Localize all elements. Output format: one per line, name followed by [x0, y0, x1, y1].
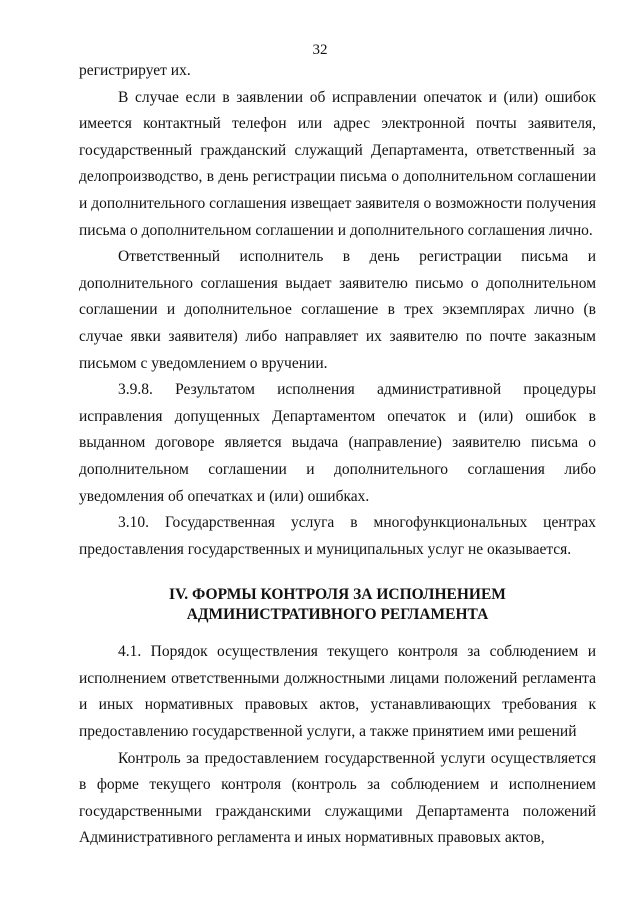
- paragraph-responsible-executor: Ответственный исполнитель в день регистрации письма и дополнительного соглашения выдает заявителю письмо о дополнительном соглашении и дополнительное соглашение в трех экземплярах лично (в случае явки заявителя) либо направляет их заявителю по почте заказным письмом с уведомлением о вручении.: [79, 248, 596, 372]
- paragraph-control-form: Контроль за предоставлением государственной услуги осуществляется в форме текущего контроля (контроль за соблюдением и исполнением государственными гражданскими служащими Департамента положений Административного регламента и иных нормативных правовых актов,: [79, 749, 596, 847]
- paragraph-typo-correction-contact: В случае если в заявлении об исправлении опечаток и (или) ошибок имеется контактный телефон или адрес электронной почты заявителя, государственный гражданский служащий Департамента, ответственный за делопроизводство, в день регистрации письма о дополнительном соглашении и дополнительного соглашения извещает заявителя о возможности получения письма о дополнительном соглашении и дополнительного соглашения лично.: [79, 88, 596, 239]
- paragraph-3-9-8: 3.9.8. Результатом исполнения административной процедуры исправления допущенных Департаментом опечаток и (или) ошибок в выданном договоре является выдача (направление) заявителю письма о дополнительном соглашении и дополнительного соглашения либо уведомления об опечатках и (или) ошибках.: [79, 381, 596, 505]
- document-body: [79, 58, 596, 852]
- paragraph-3-10: 3.10. Государственная услуга в многофункциональных центрах предоставления государственных и муниципальных услуг не оказывается.: [79, 514, 596, 558]
- section-heading-line-1: IV. ФОРМЫ КОНТРОЛЯ ЗА ИСПОЛНЕНИЕМ: [169, 586, 506, 604]
- section-heading-line-2: АДМИНИСТРАТИВНОГО РЕГЛАМЕНТА: [186, 606, 489, 624]
- paragraph-4-1: 4.1. Порядок осуществления текущего контроля за соблюдением и исполнением ответственными должностными лицами положений регламента и иных нормативных правовых актов, устанавливающих требования к предоставлению государственной услуги, а также принятием ими решений: [79, 643, 596, 741]
- page-number: 32: [312, 42, 328, 58]
- section-heading: [79, 585, 596, 625]
- paragraph-continuation: регистрирует их.: [79, 62, 191, 79]
